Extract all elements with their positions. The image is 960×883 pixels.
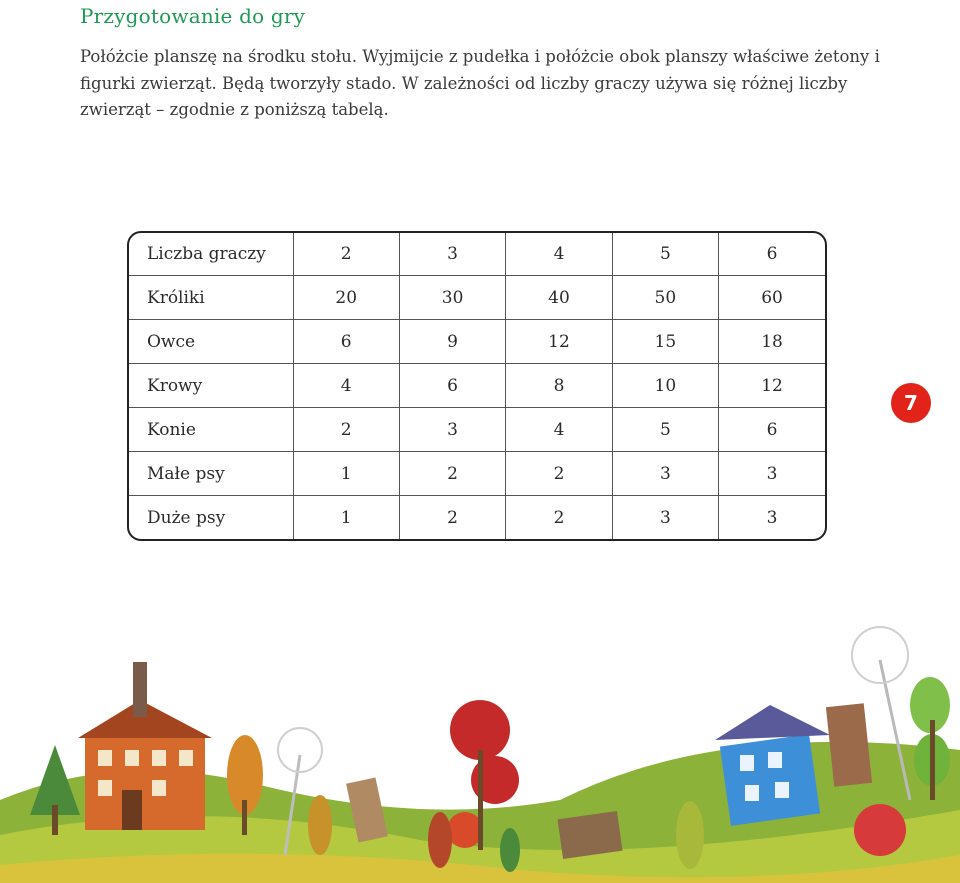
table-cell: 9 [399,320,505,364]
table-cell: 40 [506,276,612,320]
table-header-row [129,233,825,276]
table-cell: 3 [612,452,718,496]
page-number-badge: 7 [891,383,931,423]
table-cell: 2 [506,496,612,539]
header-cell: 2 [293,233,399,276]
row-label: Owce [129,320,293,364]
table-cell: 2 [293,408,399,452]
header-cell: 5 [612,233,718,276]
table-cell: 10 [612,364,718,408]
row-label: Konie [129,408,293,452]
table-cell: 4 [506,408,612,452]
table-cell: 18 [719,320,825,364]
table-cell: 8 [506,364,612,408]
table-cell: 60 [719,276,825,320]
section-heading: Przygotowanie do gry [80,4,306,28]
table-cell: 1 [293,452,399,496]
header-cell: Liczba graczy [129,233,293,276]
row-label: Małe psy [129,452,293,496]
table-row [129,496,825,539]
table-row [129,452,825,496]
row-label: Duże psy [129,496,293,539]
table-cell: 6 [293,320,399,364]
table-cell: 2 [399,496,505,539]
table-cell: 3 [399,408,505,452]
intro-text: Połóżcie planszę na środku stołu. Wyjmijcie z pudełka i połóżcie obok planszy właściwe żetony i figurki zwierząt. Będą tworzyły stado. W zależności od liczby graczy używa się różnej liczby zwierząt – zgodnie z poniższą tabelą. [80,47,880,119]
table-cell: 2 [506,452,612,496]
table-cell: 30 [399,276,505,320]
header-cell: 3 [399,233,505,276]
table-cell: 3 [719,452,825,496]
table-cell: 6 [719,408,825,452]
row-label: Krowy [129,364,293,408]
table-cell: 20 [293,276,399,320]
table-cell: 15 [612,320,718,364]
table-cell: 50 [612,276,718,320]
table-cell: 12 [506,320,612,364]
farm-landscape-illustration [0,600,960,883]
animals-table-grid [129,233,825,539]
table-cell: 3 [766,507,778,528]
table-cell: 6 [399,364,505,408]
table-row [129,320,825,364]
header-cell: 4 [506,233,612,276]
table-cell: 3 [612,496,718,539]
table-row [129,276,825,320]
header-cell: 6 [719,233,825,276]
table-cell: 5 [612,408,718,452]
intro-paragraph [80,44,880,124]
table-row [129,364,825,408]
table-cell: 2 [399,452,505,496]
table-cell: 1 [293,496,399,539]
table-cell: 12 [719,364,825,408]
animals-table [127,231,827,541]
row-label: Króliki [129,276,293,320]
table-cell: 4 [293,364,399,408]
table-row [129,408,825,452]
